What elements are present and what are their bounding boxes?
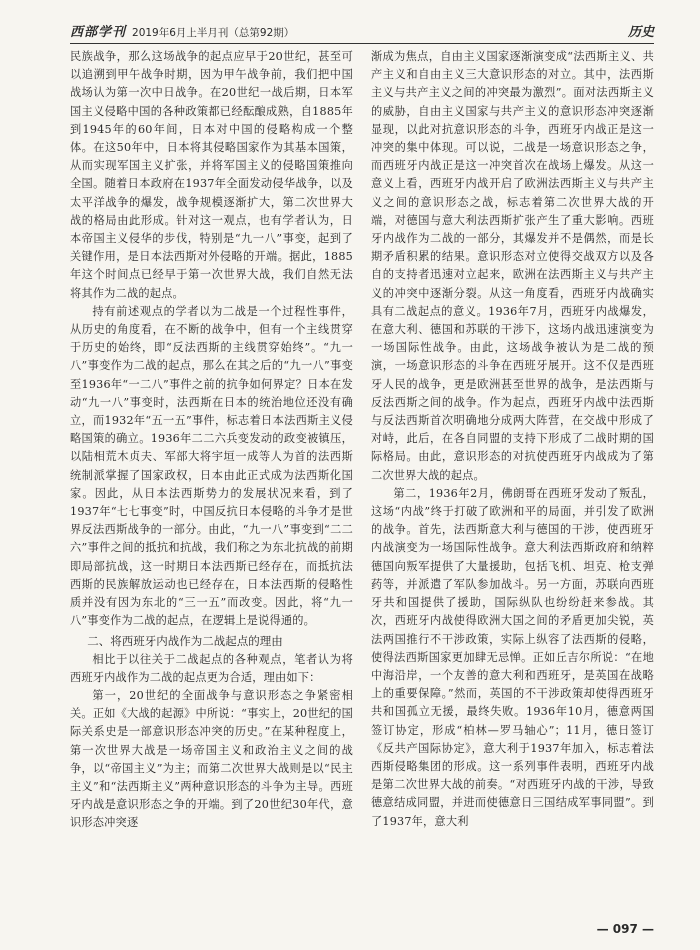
paragraph: 相比于以往关于二战起点的各种观点，笔者认为将西班牙内战作为二战的起点更为合适，理由如下： xyxy=(70,652,353,684)
header-left xyxy=(70,21,294,40)
right-column xyxy=(371,48,654,908)
paragraph: 持有前述观点的学者以为二战是一个过程性事件，从历史的角度看，在不断的战争中，但有一个主线贯穿于历史的始终，即“反法西斯的主线贯穿始终”。“九一八”事变作为二战的起点，那么在其之后的“九一八”事变至1936年“一二八”事件之前的抗争如何界定？日本在发动“九一八”事变时，法西斯在日本的统治地位还没有确立，而1932年“五一五”事件，标志着日本法西斯主义侵略国策的确立。1936年二二六兵变发动的政变被镇压，以陆相荒木贞夫、军部大将宇垣一成等人为首的法西斯统制派掌握了国家政权，日本由此正式成为法西斯化国家。因此，从日本法西斯势力的发展状况来看，到了1937年“七七事变”时，中国反抗日本侵略的斗争才是世界反法西斯战争的一部分。由此，“九一八”事变到“二二六”事件之间的抵抗和抗战，我们称之为东北抗战的前期即局部抗战，这一时期日本法西斯已经存在，而抵抗法西斯的民族解放运动也已经存在，日本法西斯的侵略性质并没有因为东北的“三一五”而改变。因此，将“九一八”事变作为二战的起点，在逻辑上是说得通的。 xyxy=(70,304,353,628)
section-label: 历史 xyxy=(627,25,654,40)
paragraph: 第一，20世纪的全面战争与意识形态之争紧密相关。正如《大战的起源》中所说：“事实上，20世纪的国际关系史是一部意识形态冲突的历史。”在某种程度上，第一次世界大战是一场帝国主义和政治主义之间的战争，以“帝国主义”为主；而第二次世界大战则是以“民主主义”和“法西斯主义”两种意识形态的斗争为主导。西班牙内战是意识形态之争的开端。到了20世纪30年代，意识形态冲突逐 xyxy=(70,688,353,830)
left-column xyxy=(70,48,353,908)
journal-name: 西部学刊 xyxy=(70,25,127,40)
section-heading: 二、将西班牙内战作为二战起点的理由 xyxy=(87,633,283,648)
paragraph: 民族战争，那么这场战争的起点应早于20世纪，甚至可以追溯到甲午战争时期，因为甲午战争前，我们把中国战场认为第一次中日战争。在20世纪一战后期，日本军国主义侵略中国的各种政策都已经酝酿成熟，自1885年到1945年的60年间，日本对中国的侵略构成一个整体。在这50年中，日本将其侵略国家作为其基本国策，从而实现军国主义扩张，并将军国主义的侵略国策推向全国。随着日本政府在1937年全面发动侵华战争，以及太平洋战争的爆发，战争规模逐渐扩大，第二次世界大战的格局由此形成。针对这一观点，也有学者认为，日本帝国主义侵华的步伐，特别是“九一八”事变，起到了关键作用，是日本法西斯对外侵略的开端。据此，1885年这个时间点已经早于第一次世界大战，我们自然无法将其作为二战的起点。 xyxy=(70,50,353,300)
article-body xyxy=(70,48,654,908)
page-number: — 097 — xyxy=(596,922,654,936)
issue-info: 2019年6月上半月刊（总第92期） xyxy=(132,27,295,39)
page-header xyxy=(70,14,654,44)
paragraph: 第二，1936年2月，佛朗哥在西班牙发动了叛乱，这场“内战”终于打破了欧洲和平的局面，并引发了欧洲的战争。首先，法西斯意大利与德国的干涉，使西班牙内战演变为一场国际性战争。意大利法西斯政府和纳粹德国向叛军提供了大量援助，包括飞机、坦克、枪支弹药等，并派遣了军队参加战斗。另一方面，苏联向西班牙共和国提供了援助，国际纵队也纷纷赶来参战。其次，西班牙内战使得欧洲大国之间的矛盾更加尖锐，英法两国推行不干涉政策，实际上纵容了法西斯的侵略，使得法西斯国家更加肆无忌惮。正如丘吉尔所说：“在地中海沿岸，一个友善的意大利和西班牙，是英国在战略上的重要保障。”然而，英国的不干涉政策却使得西班牙共和国孤立无援，最终失败。1936年10月，德意两国签订协定，形成“柏林—罗马轴心”；11月，德日签订《反共产国际协定》，意大利于1937年加入，标志着法西斯侵略集团的形成。这一系列事件表明，西班牙内战是第二次世界大战的前奏。“对西班牙内战的干涉，导致德意结成同盟，并进而使德意日三国结成军事同盟”。到了1937年，意大利 xyxy=(371,486,654,828)
paragraph: 渐成为焦点，自由主义国家逐渐演变成“法西斯主义、共产主义和自由主义三大意识形态的对立。其中，法西斯主义与共产主义之间的冲突最为激烈”。面对法西斯主义的威胁，自由主义国家与共产主义的意识形态冲突逐渐显现，以此对抗意识形态的斗争，西班牙内战正是这一冲突的集中体现。可以说，二战是一场意识形态之争，而西班牙内战正是这一冲突首次在战场上爆发。从这一意义上看，西班牙内战开启了欧洲法西斯主义与共产主义之间的意识形态之战，标志着第二次世界大战的开端，对德国与意大利法西斯扩张产生了重大影响。西班牙内战作为二战的一部分，其爆发并不是偶然，而是长期矛盾积累的结果。意识形态对立使得交战双方以及各自的支持者迅速对立起来，欧洲在法西斯主义与共产主义的冲突中逐渐分裂。从这一角度看，西班牙内战确实具有二战起点的意义。1936年7月，西班牙内战爆发，在意大利、德国和苏联的干涉下，这场内战迅速演变为一场国际性战争。由此，这场战争被认为是二战的预演，一场意识形态的斗争在西班牙展开。这不仅是西班牙人民的战争，更是欧洲甚至世界的战争，是法西斯与反法西斯之间的战争。作为起点，西班牙内战中法西斯与反法西斯首次明确地分成两大阵营，在交战中形成了对峙，此后，在各自同盟的支持下形成了二战时期的国际格局。由此，意识形态的对抗使西班牙内战成为了第二次世界大战的起点。 xyxy=(371,50,654,482)
